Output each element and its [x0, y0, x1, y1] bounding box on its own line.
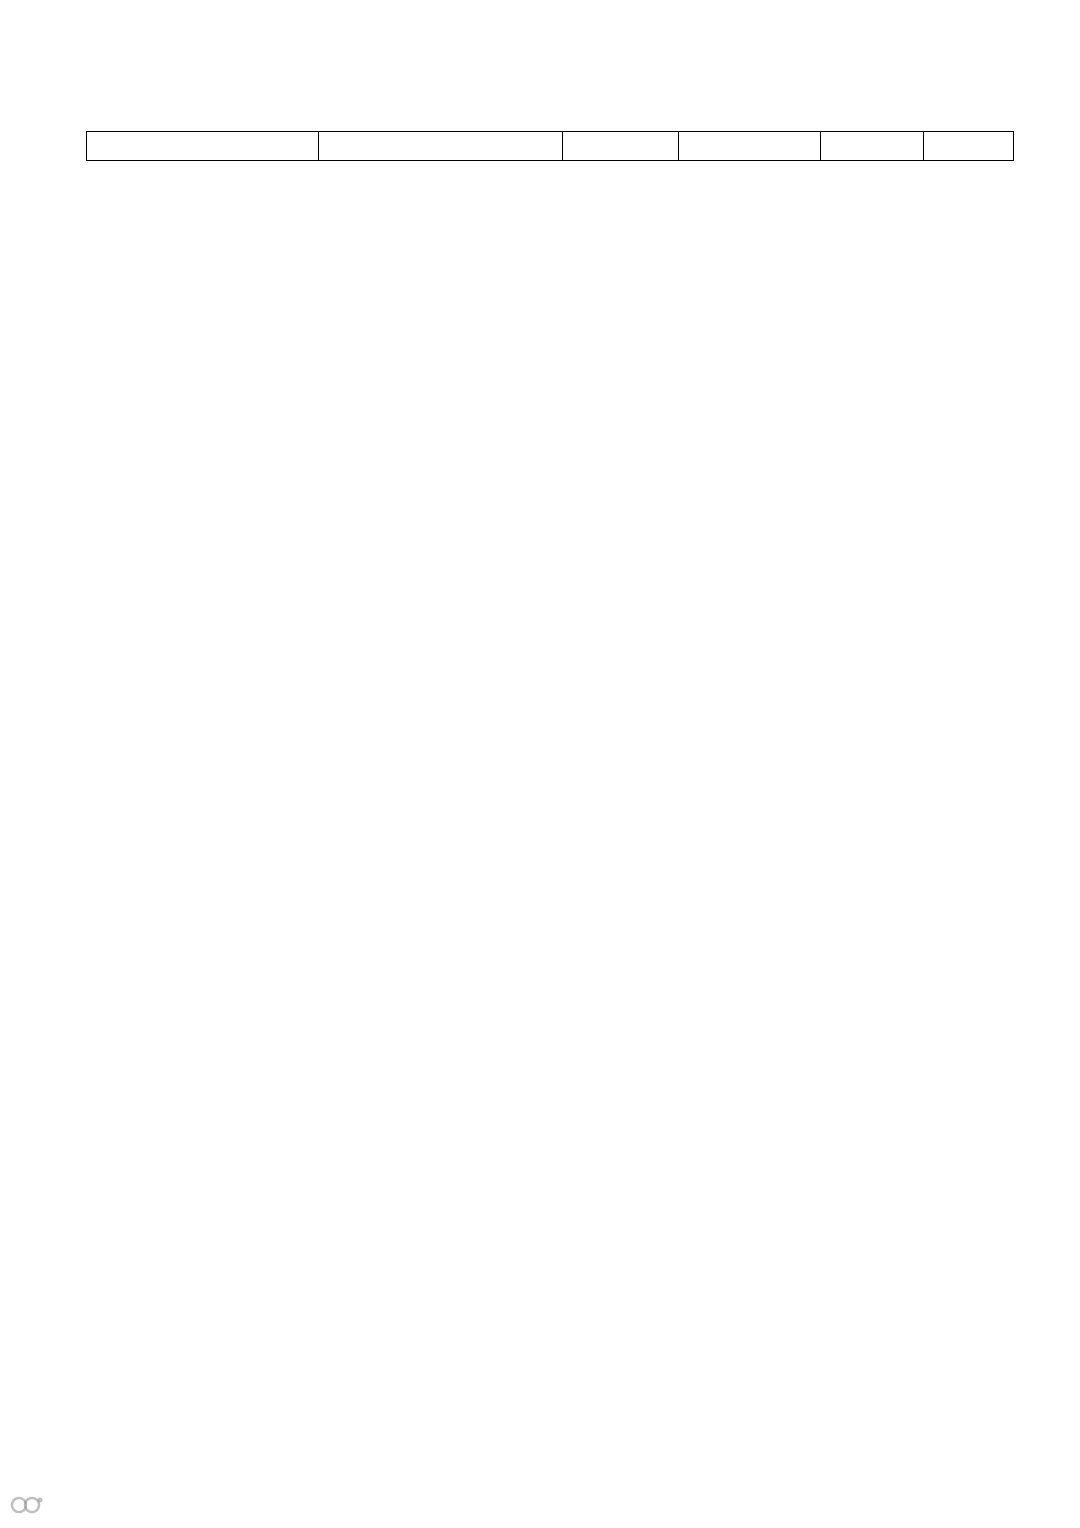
majors-table [86, 131, 1014, 161]
watermark [10, 1493, 50, 1517]
watermark-logo-icon [10, 1493, 44, 1517]
header-years [821, 132, 924, 161]
header-code [563, 132, 679, 161]
header-note [924, 132, 1014, 161]
header-degree [679, 132, 821, 161]
header-major [319, 132, 563, 161]
table-header-row [87, 132, 1014, 161]
header-school [87, 132, 319, 161]
